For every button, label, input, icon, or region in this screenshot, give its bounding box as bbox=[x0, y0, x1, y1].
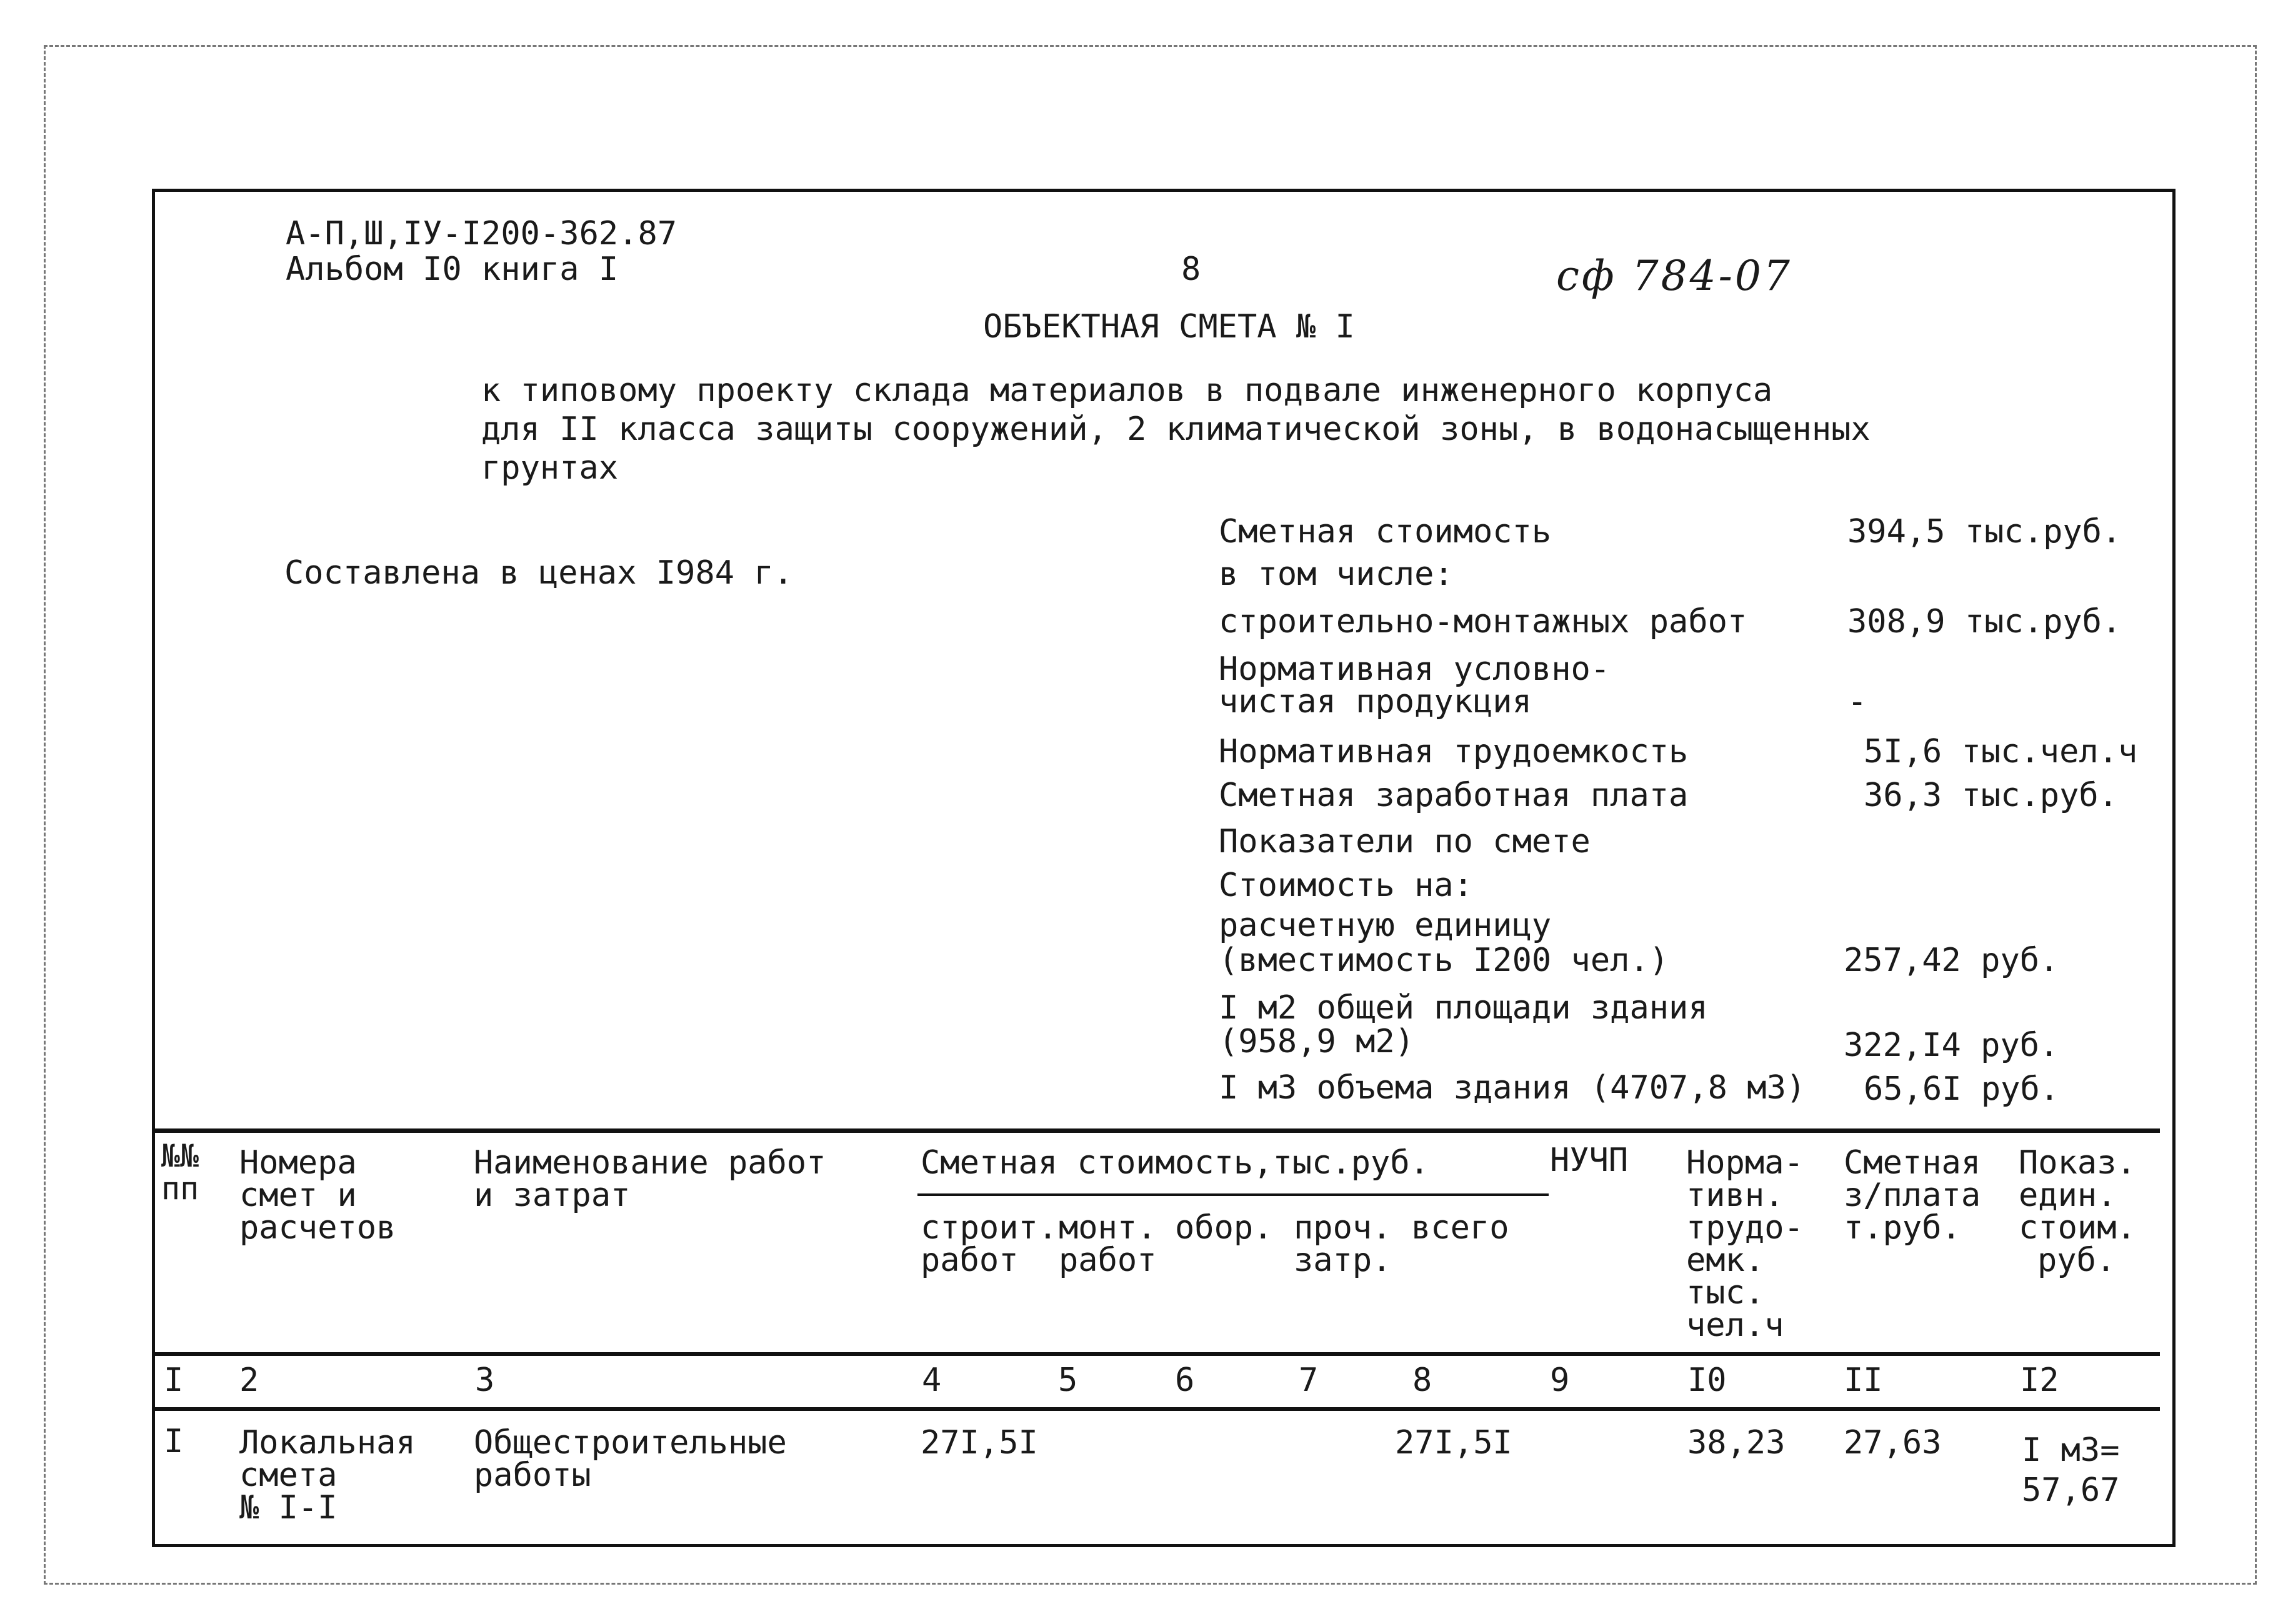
summary-smr-label: строительно-монтажных работ bbox=[1219, 603, 1747, 640]
column-number: I2 bbox=[2020, 1362, 2059, 1399]
header-nuchp: НУЧП bbox=[1550, 1142, 1629, 1179]
summary-cost-label: Сметная стоимость bbox=[1219, 513, 1552, 550]
table-top-rule bbox=[155, 1128, 2160, 1133]
header-num-1: №№ bbox=[161, 1138, 199, 1174]
summary-wage-value: 36,3 тыс.руб. bbox=[1864, 777, 2118, 814]
header-construct-1: строит. bbox=[921, 1209, 1058, 1247]
row-total-cost: 27I,5I bbox=[1395, 1424, 1512, 1462]
header-cost-group: Сметная стоимость,тыс.руб. bbox=[921, 1144, 1429, 1182]
row-labor: 38,23 bbox=[1687, 1424, 1786, 1462]
header-labor-5: тыс. bbox=[1686, 1274, 1765, 1312]
summary-area-label-2: (958,9 м2) bbox=[1219, 1023, 1415, 1060]
column-number: 9 bbox=[1550, 1362, 1570, 1399]
subtitle-line-3: грунтах bbox=[481, 449, 619, 487]
header-works-2: и затрат bbox=[474, 1177, 631, 1214]
column-number: 7 bbox=[1299, 1362, 1319, 1399]
header-other-2: затр. bbox=[1294, 1242, 1392, 1279]
column-number: 8 bbox=[1412, 1362, 1432, 1399]
header-wage-1: Сметная bbox=[1844, 1144, 1981, 1182]
summary-area-label-1: I м2 общей площади здания bbox=[1219, 989, 1708, 1027]
header-estimates-1: Номера bbox=[239, 1144, 357, 1182]
summary-including-label: в том числе: bbox=[1219, 555, 1454, 593]
column-number: 2 bbox=[239, 1362, 259, 1399]
header-labor-1: Норма- bbox=[1686, 1144, 1804, 1182]
row-indicator-2: 57,67 bbox=[2022, 1472, 2120, 1509]
document-code: А-П,Ш,IУ-I200-362.87 bbox=[286, 215, 677, 252]
row-estimate-2: смета bbox=[239, 1457, 337, 1494]
row-estimate-3: № I-I bbox=[239, 1489, 337, 1527]
row-construct-cost: 27I,5I bbox=[921, 1424, 1038, 1462]
header-total: всего bbox=[1411, 1209, 1509, 1247]
album-label: Альбом I0 книга I bbox=[286, 251, 619, 288]
summary-area-value: 322,I4 руб. bbox=[1844, 1027, 2059, 1064]
composed-prices: Составлена в ценах I984 г. bbox=[284, 554, 793, 592]
header-wage-3: т.руб. bbox=[1844, 1209, 1961, 1247]
header-labor-6: чел.ч bbox=[1686, 1307, 1784, 1344]
subtitle-line-1: к типовому проекту склада материалов в подвале инженерного корпуса bbox=[481, 372, 1773, 409]
column-number: I0 bbox=[1687, 1362, 1727, 1399]
header-wage-2: з/плата bbox=[1844, 1177, 1981, 1214]
header-indicator-1: Показ. bbox=[2019, 1144, 2136, 1182]
subtitle-line-2: для II класса защиты сооружений, 2 климатической зоны, в водонасыщенных bbox=[481, 411, 1871, 448]
summary-wage-label: Сметная заработная плата bbox=[1219, 777, 1689, 814]
column-number: 3 bbox=[475, 1362, 495, 1399]
column-number: II bbox=[1844, 1362, 1883, 1399]
cost-group-underline bbox=[917, 1193, 1549, 1196]
document-title: ОБЪЕКТНАЯ СМЕТА № I bbox=[983, 308, 1355, 346]
row-indicator-1: I м3= bbox=[2022, 1432, 2120, 1469]
column-numbers-bottom-rule bbox=[155, 1407, 2160, 1411]
summary-labor-label: Нормативная трудоемкость bbox=[1219, 733, 1689, 770]
header-construct-2: работ bbox=[921, 1242, 1019, 1279]
header-indicator-3: стоим. bbox=[2019, 1209, 2136, 1247]
header-indicator-2: един. bbox=[2019, 1177, 2117, 1214]
summary-volume-label: I м3 объема здания (4707,8 м3) bbox=[1219, 1069, 1806, 1107]
summary-nuchp-label-1: Нормативная условно- bbox=[1219, 650, 1611, 688]
row-work-2: работы bbox=[474, 1457, 591, 1494]
summary-volume-value: 65,6I руб. bbox=[1864, 1070, 2060, 1108]
header-mount-1: монт. bbox=[1059, 1209, 1157, 1247]
header-indicator-4: руб. bbox=[2037, 1242, 2116, 1279]
column-number: 6 bbox=[1175, 1362, 1195, 1399]
header-num-2: пп bbox=[161, 1170, 199, 1207]
summary-unit-value: 257,42 руб. bbox=[1844, 942, 2059, 979]
row-number: I bbox=[164, 1423, 184, 1460]
column-number: I bbox=[164, 1362, 184, 1399]
header-other-1: проч. bbox=[1294, 1209, 1392, 1247]
header-works-1: Наименование работ bbox=[474, 1144, 826, 1182]
header-equip: обор. bbox=[1175, 1209, 1273, 1247]
column-number: 4 bbox=[922, 1362, 942, 1399]
header-estimates-3: расчетов bbox=[239, 1209, 396, 1247]
header-estimates-2: смет и bbox=[239, 1177, 357, 1214]
summary-indicators-label: Показатели по смете bbox=[1219, 823, 1591, 860]
handwritten-note: сф 784-07 bbox=[1556, 252, 1792, 300]
summary-nuchp-label-2: чистая продукция bbox=[1219, 683, 1532, 720]
header-mount-2: работ bbox=[1059, 1242, 1157, 1279]
header-labor-2: тивн. bbox=[1686, 1177, 1784, 1214]
page-number: 8 bbox=[1181, 251, 1201, 288]
summary-unit-label-1: расчетную единицу bbox=[1219, 907, 1552, 944]
summary-cost-value: 394,5 тыс.руб. bbox=[1847, 513, 2122, 550]
header-labor-4: емк. bbox=[1686, 1242, 1765, 1279]
summary-nuchp-value: - bbox=[1847, 683, 1867, 720]
row-estimate-1: Локальная bbox=[239, 1424, 416, 1462]
summary-smr-value: 308,9 тыс.руб. bbox=[1847, 603, 2122, 640]
row-work-1: Общестроительные bbox=[474, 1424, 787, 1462]
summary-unit-label-2: (вместимость I200 чел.) bbox=[1219, 942, 1669, 979]
summary-cost-per-label: Стоимость на: bbox=[1219, 867, 1473, 904]
row-wage: 27,63 bbox=[1844, 1424, 1942, 1462]
column-number: 5 bbox=[1058, 1362, 1078, 1399]
summary-labor-value: 5I,6 тыс.чел.ч bbox=[1864, 733, 2138, 770]
header-labor-3: трудо- bbox=[1686, 1209, 1804, 1247]
column-numbers-top-rule bbox=[155, 1352, 2160, 1356]
